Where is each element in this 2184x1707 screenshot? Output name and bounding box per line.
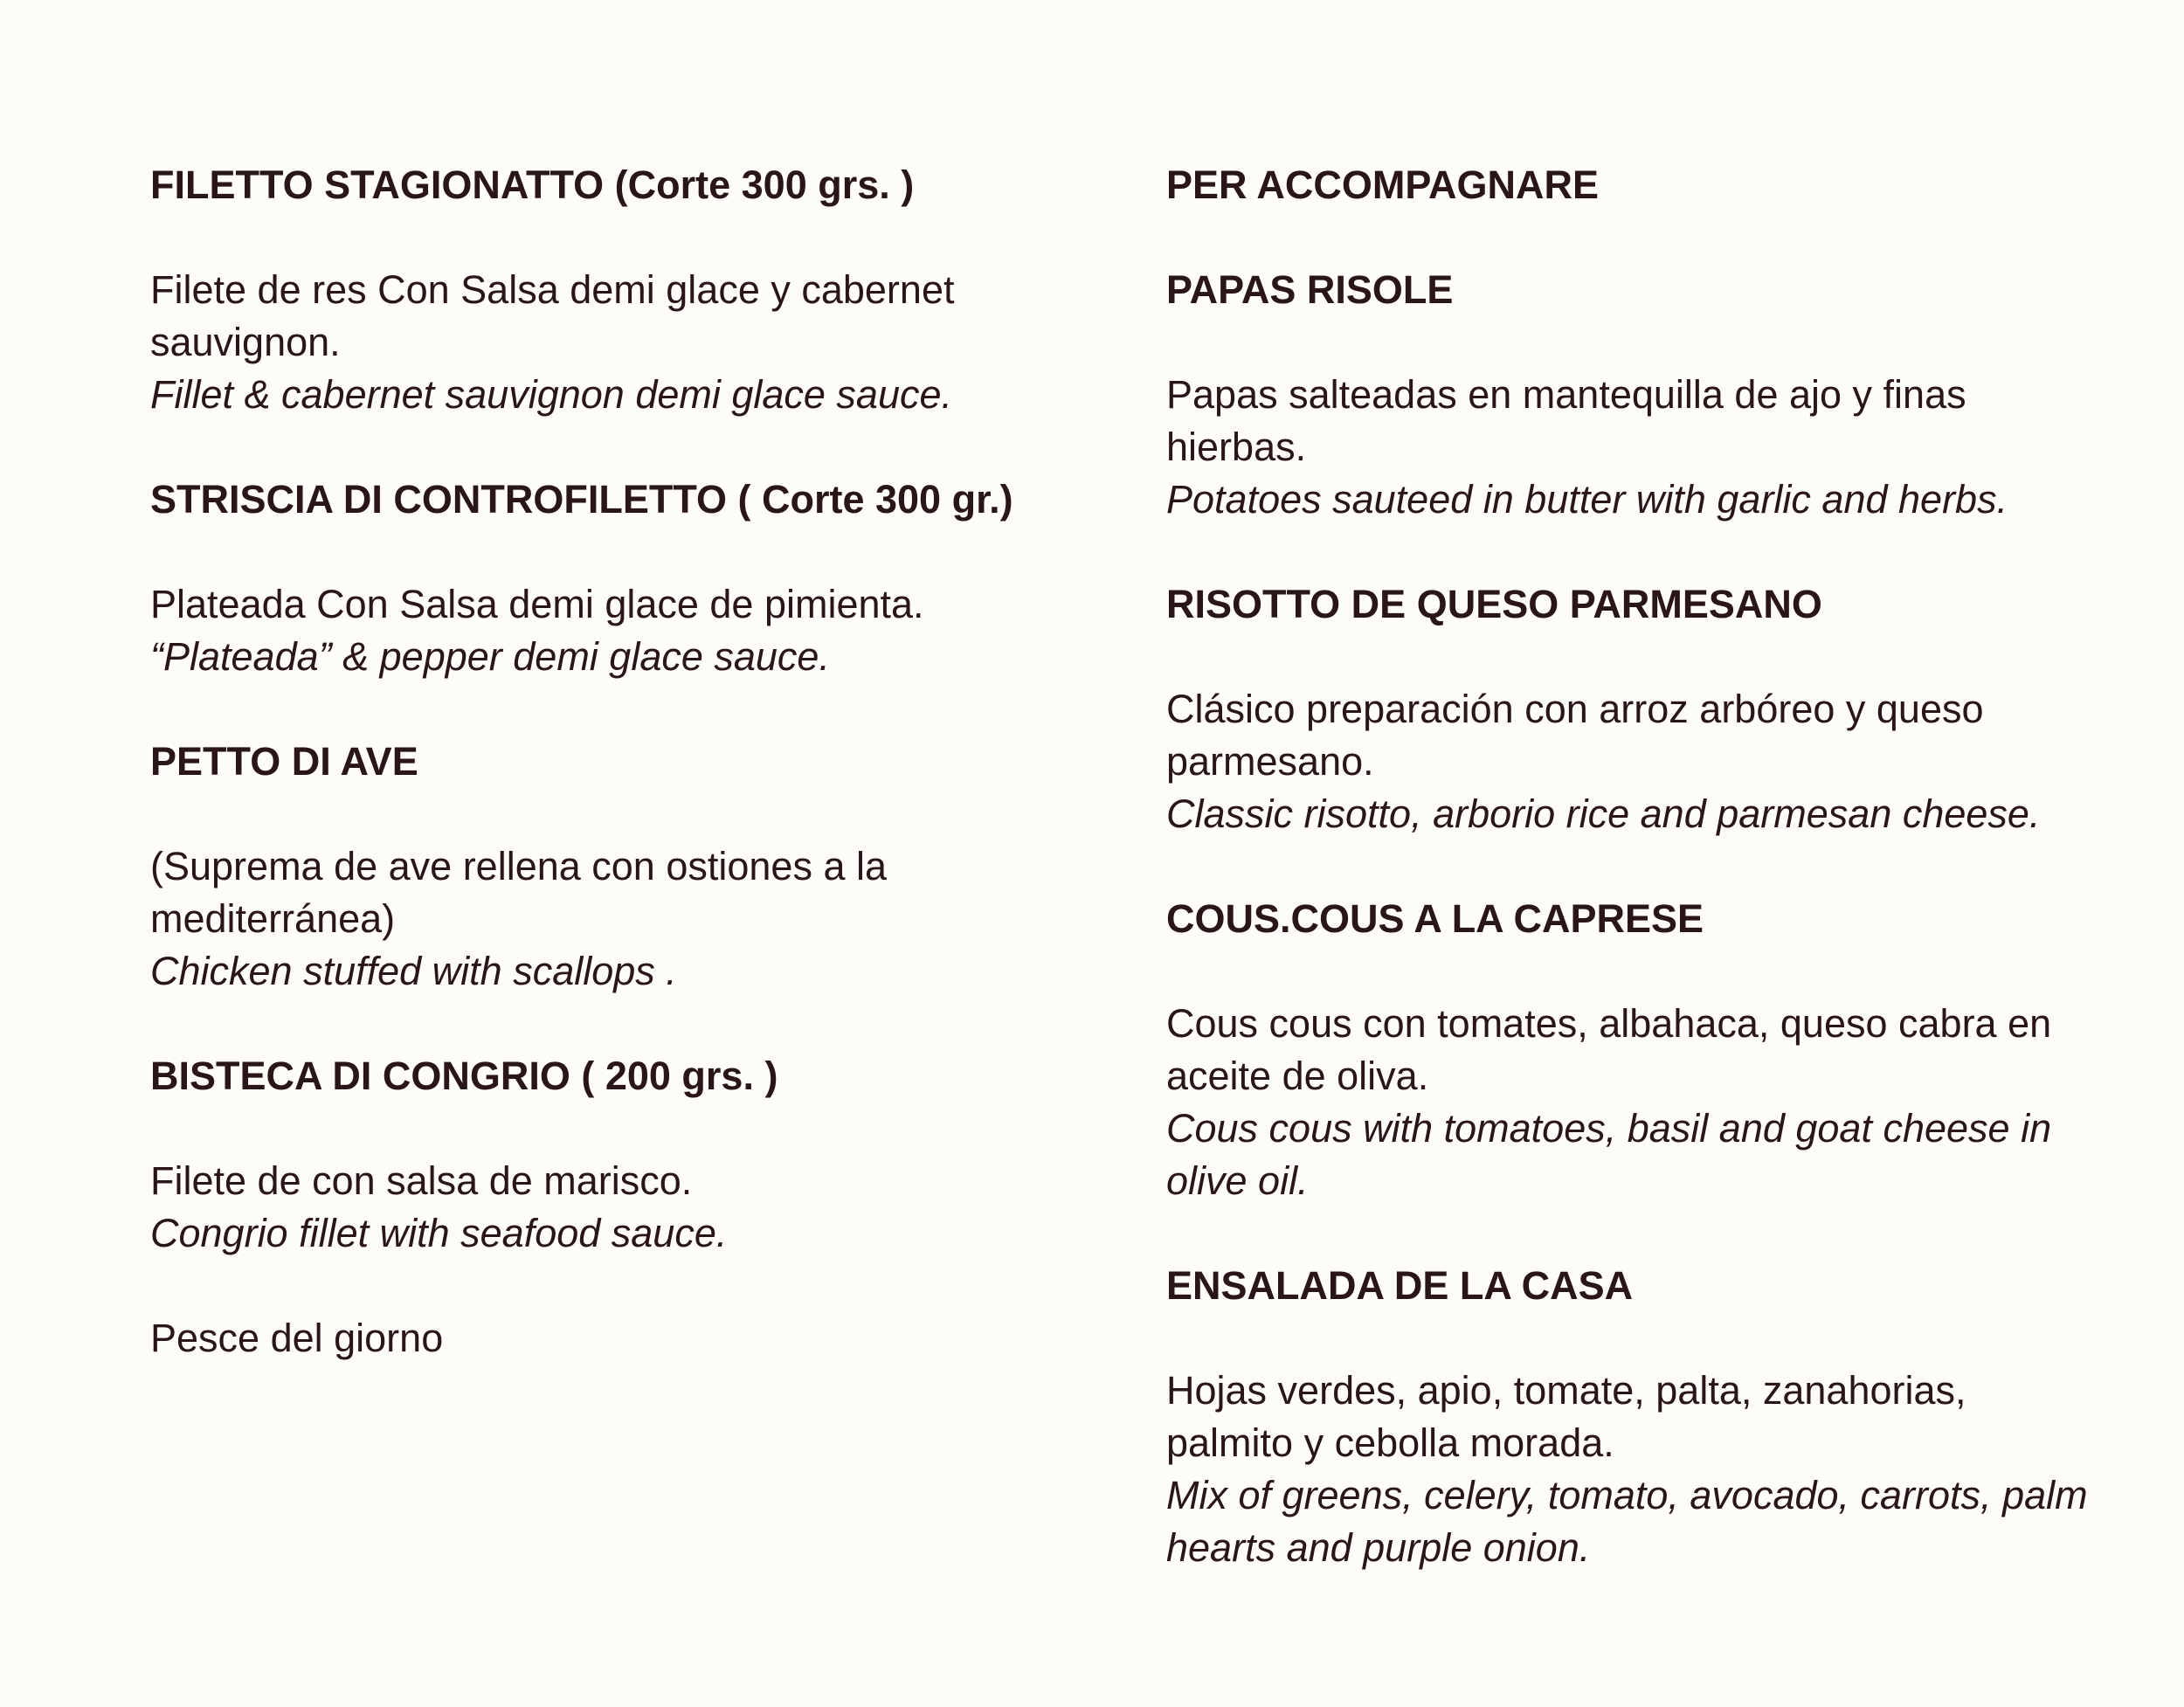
dish-description-es: Filete de con salsa de marisco.	[150, 1158, 693, 1203]
dish-description-en: olive oil.	[1166, 1158, 1309, 1203]
dish-title: COUS.COUS A LA CAPRESE	[1166, 896, 1704, 941]
menu-item-ensalada	[1166, 1260, 2145, 1574]
menu-item-pesce: Pesce del giorno	[150, 1316, 444, 1360]
dish-description-es: Cous cous con tomates, albahaca, queso cabra en	[1166, 1001, 2052, 1046]
dish-description-es: Hojas verdes, apio, tomate, palta, zanahorias,	[1166, 1368, 1966, 1413]
dish-description-es: parmesano.	[1166, 739, 1374, 784]
menu-item-couscous	[1166, 893, 2145, 1260]
dish-title: PETTO DI AVE	[150, 739, 418, 784]
menu-item-papas	[1166, 264, 2145, 578]
dish-title: PAPAS RISOLE	[1166, 267, 1454, 312]
dish-description-es: Clásico preparación con arroz arbóreo y queso	[1166, 687, 1984, 731]
main-dishes-column	[150, 159, 1129, 1365]
menu-item-striscia	[150, 473, 1129, 736]
dish-description-es: palmito y cebolla morada.	[1166, 1420, 1614, 1465]
dish-description-es: (Suprema de ave rellena con ostiones a la	[150, 844, 888, 888]
side-dishes-column	[1166, 159, 2145, 1574]
dish-description-en: Cous cous with tomatoes, basil and goat cheese in	[1166, 1106, 2052, 1151]
dish-description-es: Filete de res Con Salsa demi glace y cabernet	[150, 267, 955, 312]
menu-item-petto	[150, 736, 1129, 1050]
dish-title: ENSALADA DE LA CASA	[1166, 1263, 1634, 1308]
dish-description-es: Plateada Con Salsa demi glace de pimienta.	[150, 582, 924, 626]
dish-description-es: Papas salteadas en mantequilla de ajo y finas	[1166, 372, 1966, 417]
dish-description-en: Congrio fillet with seafood sauce.	[150, 1211, 728, 1255]
dish-description-es: mediterránea)	[150, 896, 396, 941]
menu-item-filetto	[150, 159, 1129, 473]
dish-title: STRISCIA DI CONTROFILETTO ( Corte 300 gr.)	[150, 477, 1013, 522]
menu-item-risotto	[1166, 578, 2145, 893]
dish-description-en: Fillet & cabernet sauvignon demi glace sauce.	[150, 372, 953, 417]
dish-description-es: hierbas.	[1166, 425, 1307, 469]
dish-description-en: hearts and purple onion.	[1166, 1525, 1591, 1570]
section-header: PER ACCOMPAGNARE	[1166, 162, 1600, 207]
dish-description-en: Classic risotto, arborio rice and parmesan cheese.	[1166, 791, 2041, 836]
dish-title: FILETTO STAGIONATTO (Corte 300 grs. )	[150, 162, 915, 207]
menu-item-bisteca	[150, 1050, 1129, 1312]
dish-description-es: sauvignon.	[150, 320, 341, 364]
dish-description-en: “Plateada” & pepper demi glace sauce.	[150, 634, 830, 679]
dish-description-en: Potatoes sauteed in butter with garlic and herbs.	[1166, 477, 2008, 522]
dish-description-en: Chicken stuffed with scallops .	[150, 949, 677, 993]
dish-description-es: aceite de oliva.	[1166, 1054, 1429, 1098]
dish-title: BISTECA DI CONGRIO ( 200 grs. )	[150, 1054, 778, 1098]
dish-description-en: Mix of greens, celery, tomato, avocado, carrots, palm	[1166, 1473, 2088, 1517]
dish-title: RISOTTO DE QUESO PARMESANO	[1166, 582, 1822, 626]
